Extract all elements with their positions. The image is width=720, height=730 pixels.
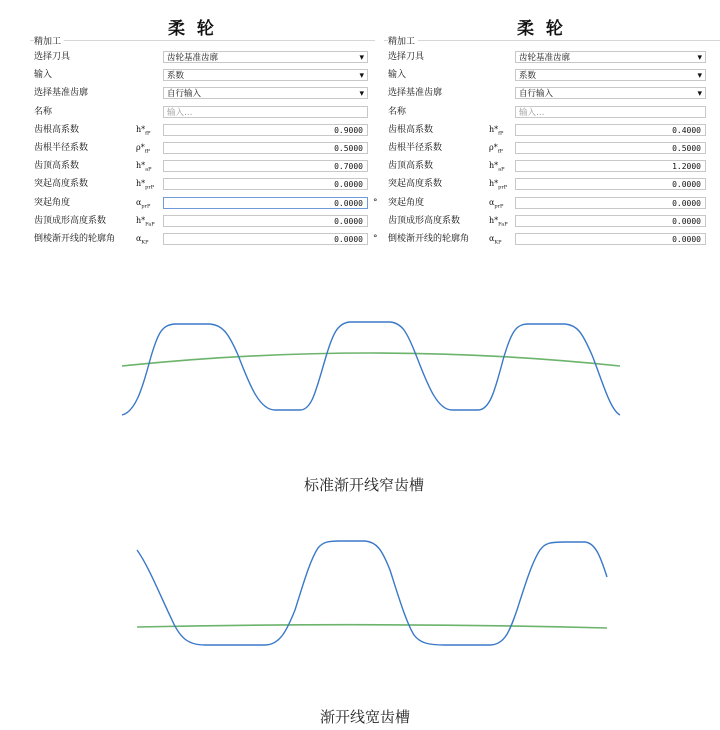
symbol-base: α [136,234,142,243]
dropdown-select[interactable]: 系数 ▾ [515,69,706,81]
name-input[interactable]: 输入… [163,106,368,118]
number-input[interactable]: 0.0000 [163,178,368,190]
symbol-base: h* [489,124,499,134]
parameter-label: 突起高度系数 [388,179,443,190]
parameter-symbol [489,123,503,141]
pitch-line [137,625,607,628]
symbol-subscript: aP [498,166,505,173]
parameter-label: 选择刀具 [34,52,71,62]
name-input[interactable]: 输入… [515,106,706,118]
parameter-label: 选择基准齿廓 [388,88,443,99]
number-input[interactable]: 0.0000 [515,178,706,190]
symbol-subscript: KP [141,239,149,246]
parameter-label: 名称 [388,106,407,117]
panel-title: 柔 轮 [168,19,217,39]
parameter-symbol [136,196,150,214]
symbol-subscript: fP [144,148,150,155]
parameter-label: 选择基准齿廓 [34,88,89,99]
parameter-label: 齿根半径系数 [34,143,89,153]
number-input[interactable]: 0.5000 [515,142,706,154]
degree-unit: ° [373,234,378,244]
parameter-symbol [489,232,502,250]
group-label: 精加工 [34,34,64,47]
symbol-subscript: FaP [498,221,508,228]
parameter-symbol [136,214,155,232]
parameter-symbol [489,196,503,214]
symbol-base: α [489,234,495,243]
number-input[interactable]: 0.9000 [163,124,368,136]
number-input[interactable]: 0.0000 [163,233,368,245]
symbol-subscript: fP [497,148,503,155]
parameter-symbol [489,141,503,159]
narrow-slot-caption: 标准渐开线窄齿槽 [304,476,425,494]
symbol-subscript: prP [498,184,508,191]
symbol-base: h* [489,215,499,225]
dropdown-select[interactable]: 齿轮基准齿廓 ▾ [515,51,706,63]
parameter-label: 倒棱渐开线的轮廓角 [34,234,116,244]
number-input[interactable]: 0.0000 [163,215,368,227]
parameter-label: 齿顶成形高度系数 [34,215,107,226]
parameter-label: 齿顶成形高度系数 [388,215,461,226]
number-input[interactable]: 1.2000 [515,160,706,172]
parameter-label: 齿根半径系数 [388,143,443,153]
tooth-profile-curve [122,322,620,415]
parameter-label: 齿顶高系数 [34,161,80,172]
parameter-symbol [489,214,508,232]
dropdown-select[interactable]: 自行输入 ▾ [163,87,368,99]
parameter-label: 倒棱渐开线的轮廓角 [388,234,470,244]
symbol-base: ρ* [136,143,145,152]
number-input[interactable]: 0.7000 [163,160,368,172]
symbol-base: ρ* [489,143,498,152]
group-divider [30,40,375,41]
symbol-base: h* [136,124,146,134]
number-input[interactable]: 0.0000 [163,197,368,209]
parameter-label: 齿根高系数 [34,124,80,135]
wide-slot-caption: 渐开线宽齿槽 [320,708,411,726]
parameter-label: 名称 [34,106,53,117]
number-input[interactable]: 0.0000 [515,197,706,209]
symbol-base: h* [136,179,146,189]
symbol-base: h* [489,179,499,189]
symbol-subscript: fP [145,130,151,137]
wide-slot-profile-figure [0,530,720,660]
parameter-label: 突起角度 [34,197,71,208]
symbol-subscript: FaP [145,221,155,228]
dropdown-select[interactable]: 自行输入 ▾ [515,87,706,99]
parameter-label: 选择刀具 [388,52,425,62]
number-input[interactable]: 0.0000 [515,233,706,245]
dropdown-select[interactable]: 系数 ▾ [163,69,368,81]
symbol-subscript: prP [494,203,504,210]
pitch-line [122,353,620,366]
group-divider [384,40,720,41]
tooth-profile-curve [137,541,607,645]
symbol-base: h* [136,215,146,225]
narrow-slot-profile-figure [0,300,720,440]
parameter-symbol [136,232,149,250]
symbol-base: α [489,197,495,207]
parameter-label: 输入 [388,70,407,81]
symbol-subscript: prP [141,203,151,210]
parameter-symbol [136,123,150,141]
parameter-symbol [489,159,505,177]
degree-unit: ° [373,197,378,208]
symbol-subscript: prP [145,184,155,191]
parameter-label: 突起高度系数 [34,179,89,190]
number-input[interactable]: 0.0000 [515,215,706,227]
parameter-label: 齿根高系数 [388,124,434,135]
parameter-label: 齿顶高系数 [388,161,434,172]
panel-title: 柔 轮 [517,19,566,39]
symbol-base: h* [136,161,146,171]
parameter-symbol [136,177,154,195]
symbol-subscript: fP [498,130,504,137]
dropdown-select[interactable]: 齿轮基准齿廓 ▾ [163,51,368,63]
number-input[interactable]: 0.5000 [163,142,368,154]
left-parameter-panel [30,0,378,252]
parameter-symbol [489,177,507,195]
right-parameter-panel [384,0,720,252]
parameter-label: 输入 [34,70,53,81]
parameter-symbol [136,159,152,177]
number-input[interactable]: 0.4000 [515,124,706,136]
group-label: 精加工 [388,34,418,47]
parameter-symbol [136,141,150,159]
parameter-label: 突起角度 [388,197,425,208]
symbol-base: α [136,197,142,207]
symbol-subscript: KP [494,239,502,246]
symbol-subscript: aP [145,166,152,173]
symbol-base: h* [489,161,499,171]
